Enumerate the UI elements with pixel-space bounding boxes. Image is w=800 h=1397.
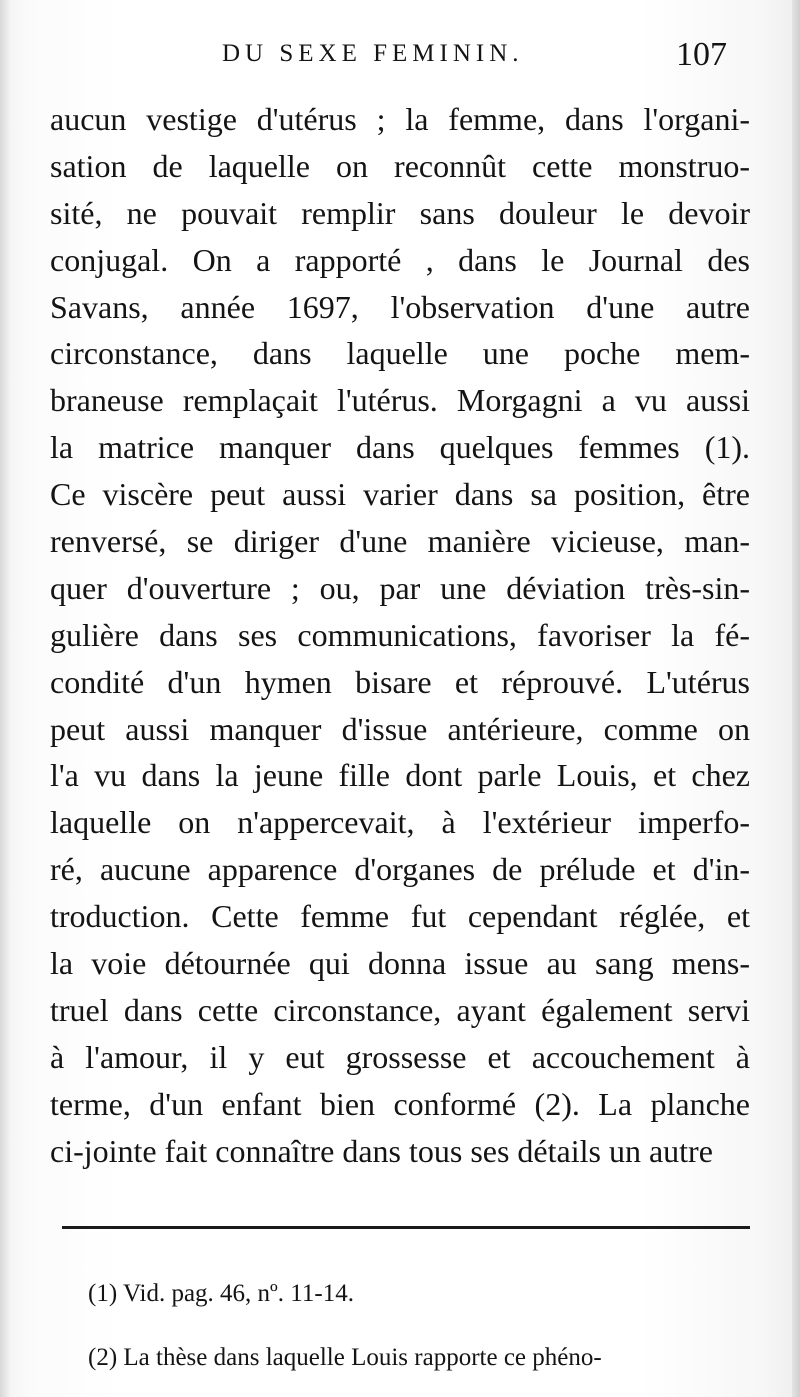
text-line: laquelle on n'appercevait, à l'extérieur imperfo- xyxy=(50,804,750,841)
text-line: Ce viscère peut aussi varier dans sa position, être xyxy=(50,476,750,513)
text-line: sation de laquelle on reconnût cette monstruo- xyxy=(50,147,750,184)
running-head xyxy=(0,36,800,82)
text-line: terme, d'un enfant bien conformé (2). La planche xyxy=(50,1085,750,1122)
running-head-title: DU SEXE FEMININ. xyxy=(222,40,524,67)
text-line: Savans, année 1697, l'observation d'une autre xyxy=(50,288,750,325)
text-line: aucun vestige d'utérus ; la femme, dans l'organi- xyxy=(50,101,750,137)
footnote-1: (1) Vid. pag. 46, nº. 11-14. xyxy=(88,1280,354,1307)
text-line: braneuse remplaçait l'utérus. Morgagni a vu aussi xyxy=(50,382,750,419)
footnote-2: (2) La thèse dans laquelle Louis rapporte ce phéno- xyxy=(88,1344,602,1371)
text-line: gulière dans ses communications, favoriser la fé- xyxy=(50,616,750,653)
page-edge-shadow xyxy=(792,0,800,1397)
text-line: quer d'ouverture ; ou, par une déviation très-sin- xyxy=(50,569,750,606)
text-line: l'a vu dans la jeune fille dont parle Louis, et chez xyxy=(50,757,750,794)
footnote-rule xyxy=(62,1226,750,1229)
text-line: la matrice manquer dans quelques femmes (1). xyxy=(50,429,750,466)
body-text xyxy=(50,96,750,1174)
text-line: condité d'un hymen bisare et réprouvé. L'utérus xyxy=(50,663,750,700)
text-line: peut aussi manquer d'issue antérieure, comme on xyxy=(50,710,750,747)
text-line: troduction. Cette femme fut cependant réglée, et xyxy=(50,898,750,935)
text-line: conjugal. On a rapporté , dans le Journal des xyxy=(50,241,750,278)
text-line: sité, ne pouvait remplir sans douleur le devoir xyxy=(50,194,750,231)
text-line: à l'amour, il y eut grossesse et accouchement à xyxy=(50,1038,750,1075)
text-line: circonstance, dans laquelle une poche mem- xyxy=(50,335,750,372)
text-line: ré, aucune apparence d'organes de prélude et d'in- xyxy=(50,851,750,888)
page-gutter-shadow xyxy=(0,0,10,1397)
footnotes xyxy=(88,1262,758,1390)
text-line: truel dans cette circonstance, ayant également servi xyxy=(50,991,750,1028)
text-line: la voie détournée qui donna issue au sang mens- xyxy=(50,945,750,982)
text-line: ci-jointe fait connaître dans tous ses détails un autre xyxy=(50,1132,713,1169)
page-number: 107 xyxy=(676,36,727,73)
text-line: renversé, se diriger d'une manière vicieuse, man- xyxy=(50,523,750,560)
